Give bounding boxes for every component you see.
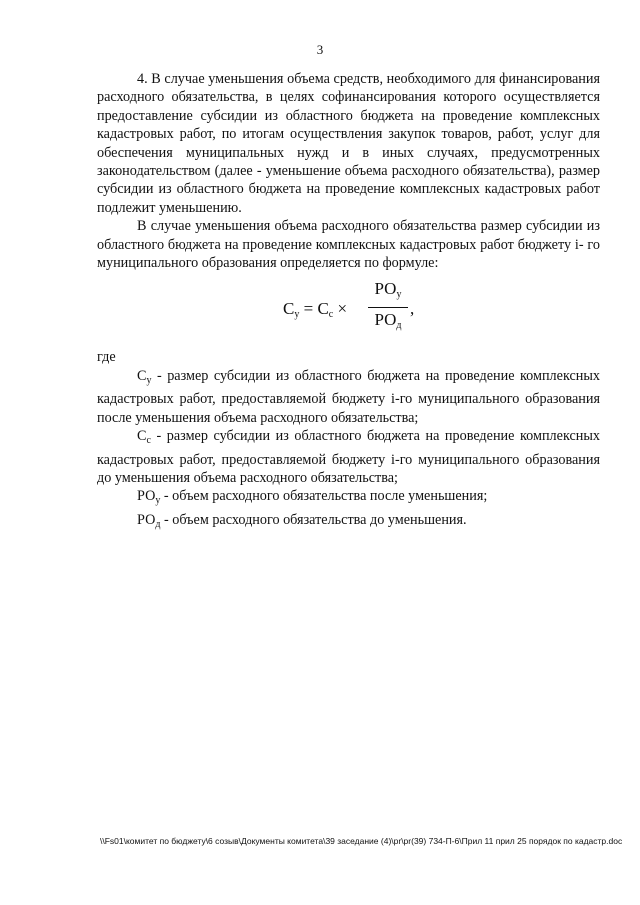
- paragraph-2: В случае уменьшения объема расходного обязательства размер субсидии из областного бюджета на проведение комплексных кадастровых работ бюджету i- го муниципального образования определяется по формуле:: [97, 218, 600, 272]
- formula-num-sub: у: [396, 289, 402, 301]
- def-symbol: С: [137, 367, 147, 384]
- definition-roy: [97, 487, 600, 510]
- formula-num-base: РО: [374, 279, 397, 299]
- definition-rod: [97, 511, 600, 534]
- formula-times: ×: [337, 299, 348, 319]
- def-subscript: у: [155, 495, 161, 507]
- formula-fraction: [368, 280, 408, 335]
- paragraph-1: 4. В случае уменьшения объема средств, необходимого для финансирования расходного обязательства, в целях софинансирования которого осуществляется предоставление субсидии из областного бюджета на проведение комплексных кадастровых работ, по итогам осуществления закупок товаров, работ, услуг для обеспечения муниципальных нужд и в иных случаях, предусмотренных законодательством (далее - уменьшение объема расходного обязательства), размер субсидии из областного бюджета на проведение комплексных кадастровых работ подлежит уменьшению.: [97, 71, 600, 216]
- formula-numerator: [368, 280, 408, 307]
- def-text: - размер субсидии из областного бюджета на проведение комплексных кадастровых работ, предоставляемой бюджету i-го муниципального образования до уменьшения объема расходного обязательства;: [97, 428, 600, 486]
- def-subscript: д: [155, 518, 161, 530]
- def-text: - размер субсидии из областного бюджета на проведение комплексных кадастровых работ, предоставляемой бюджету i-го муниципального образования после уменьшения объема расходного обязательства;: [97, 367, 600, 426]
- formula-cc-base: С: [317, 299, 329, 319]
- def-subscript: у: [146, 374, 152, 386]
- formula-den-base: РО: [374, 309, 397, 329]
- page-number: 3: [316, 42, 324, 57]
- formula-den-sub: д: [396, 319, 402, 331]
- file-path-footer: \\Fs01\комитет по бюджету\6 созыв\Документы комитета\39 заседание (4)\pr\pr(39) 734-П-6\Прил 11 прил 25 порядок по кадастр.doc: [100, 836, 623, 846]
- def-text: - объем расходного обязательства до уменьшения.: [160, 511, 467, 528]
- formula-denominator: [368, 308, 408, 335]
- definition-cy: [97, 367, 600, 427]
- def-symbol: С: [137, 428, 147, 445]
- def-text: - объем расходного обязательства после уменьшения;: [160, 488, 488, 505]
- formula: [97, 280, 600, 344]
- document-body: [97, 70, 600, 534]
- formula-equals: =: [303, 299, 314, 319]
- def-symbol: РО: [137, 488, 156, 505]
- where-label: где: [97, 349, 116, 366]
- formula-cc-sub: с: [328, 309, 334, 321]
- formula-lhs: [283, 300, 347, 324]
- formula-comma: ,: [410, 299, 415, 319]
- def-symbol: РО: [137, 511, 156, 528]
- formula-cy-base: С: [283, 299, 295, 319]
- def-subscript: с: [146, 435, 151, 447]
- formula-cy-sub: у: [294, 309, 300, 321]
- definition-cc: [97, 427, 600, 487]
